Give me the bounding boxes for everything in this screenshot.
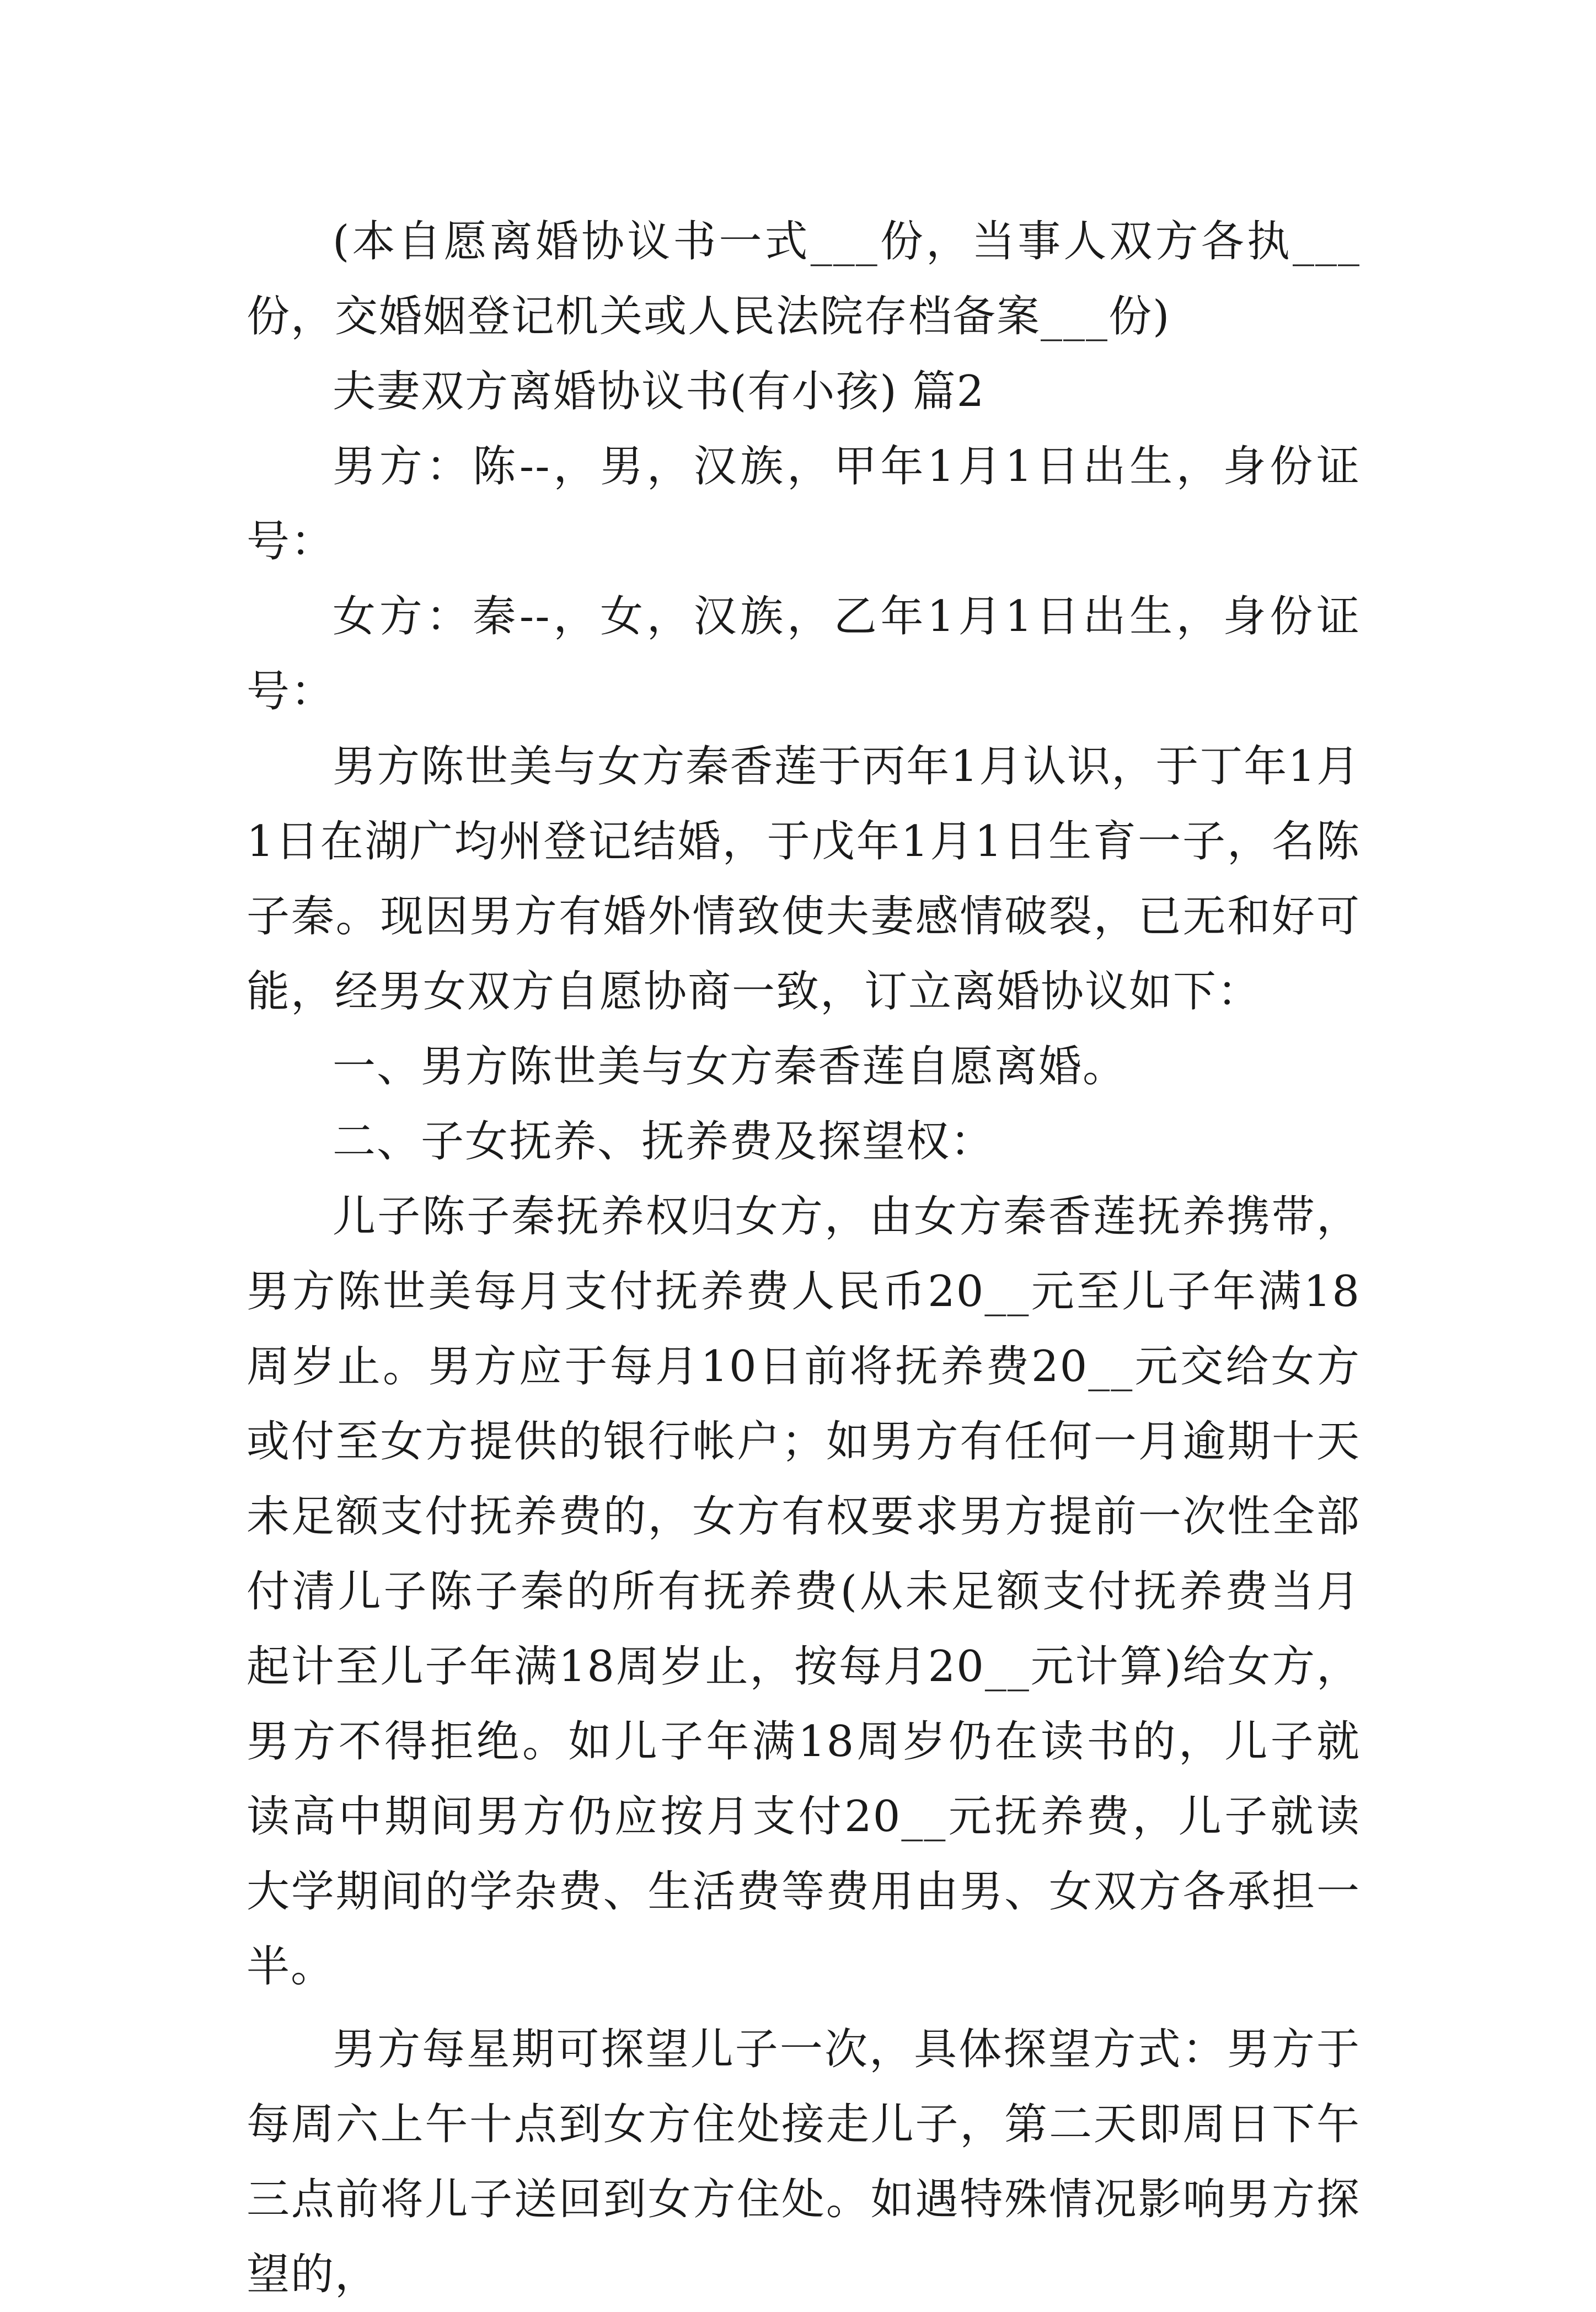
paragraph-spacer: [247, 2004, 1361, 2012]
copies-note-paragraph: (本自愿离婚协议书一式___份，当事人双方各执___份，交婚姻登记机关或人民法院存档备案___份): [247, 217, 1361, 341]
husband-info-line: 男方：陈--，男，汉族，甲年1月1日出生，身份证号：: [247, 442, 1361, 566]
child-support-paragraph: 儿子陈子秦抚养权归女方，由女方秦香莲抚养携带，男方陈世美每月支付抚养费人民币20__元至儿子年满18周岁止。男方应于每月10日前将抚养费20__元交给女方或付至女方提供的银行帐户；如男方有任何一月逾期十天未足额支付抚养费的，女方有权要求男方提前一次性全部付清儿子陈子秦的所有抚养费(从未足额支付抚养费当月起计至儿子年满18周岁止，按每月20__元计算)给女方，男方不得拒绝。如儿子年满18周岁仍在读书的，儿子就读高中期间男方仍应按月支付20__元抚养费，儿子就读大学期间的学杂费、生活费等费用由男、女双方各承担一半。: [247, 1192, 1361, 1992]
document-body: [247, 204, 1361, 2312]
wife-info-line: 女方：秦--，女，汉族，乙年1月1日出生，身份证号：: [247, 592, 1361, 716]
visitation-paragraph: 男方每星期可探望儿子一次，具体探望方式：男方于每周六上午十点到女方住处接走儿子，第二天即周日下午三点前将儿子送回到女方住处。如遇特殊情况影响男方探望的，: [247, 2025, 1361, 2299]
clause-two-heading: 二、子女抚养、抚养费及探望权：: [333, 1117, 995, 1166]
section-title: 夫妻双方离婚协议书(有小孩) 篇2: [333, 367, 986, 416]
clause-one: 一、男方陈世美与女方秦香莲自愿离婚。: [333, 1042, 1127, 1091]
background-paragraph: 男方陈世美与女方秦香莲于丙年1月认识，于丁年1月1日在湖广均州登记结婚，于戊年1月1日生育一子，名陈子秦。现因男方有婚外情致使夫妻感情破裂，已无和好可能，经男女双方自愿协商一致，订立离婚协议如下：: [247, 742, 1361, 1016]
